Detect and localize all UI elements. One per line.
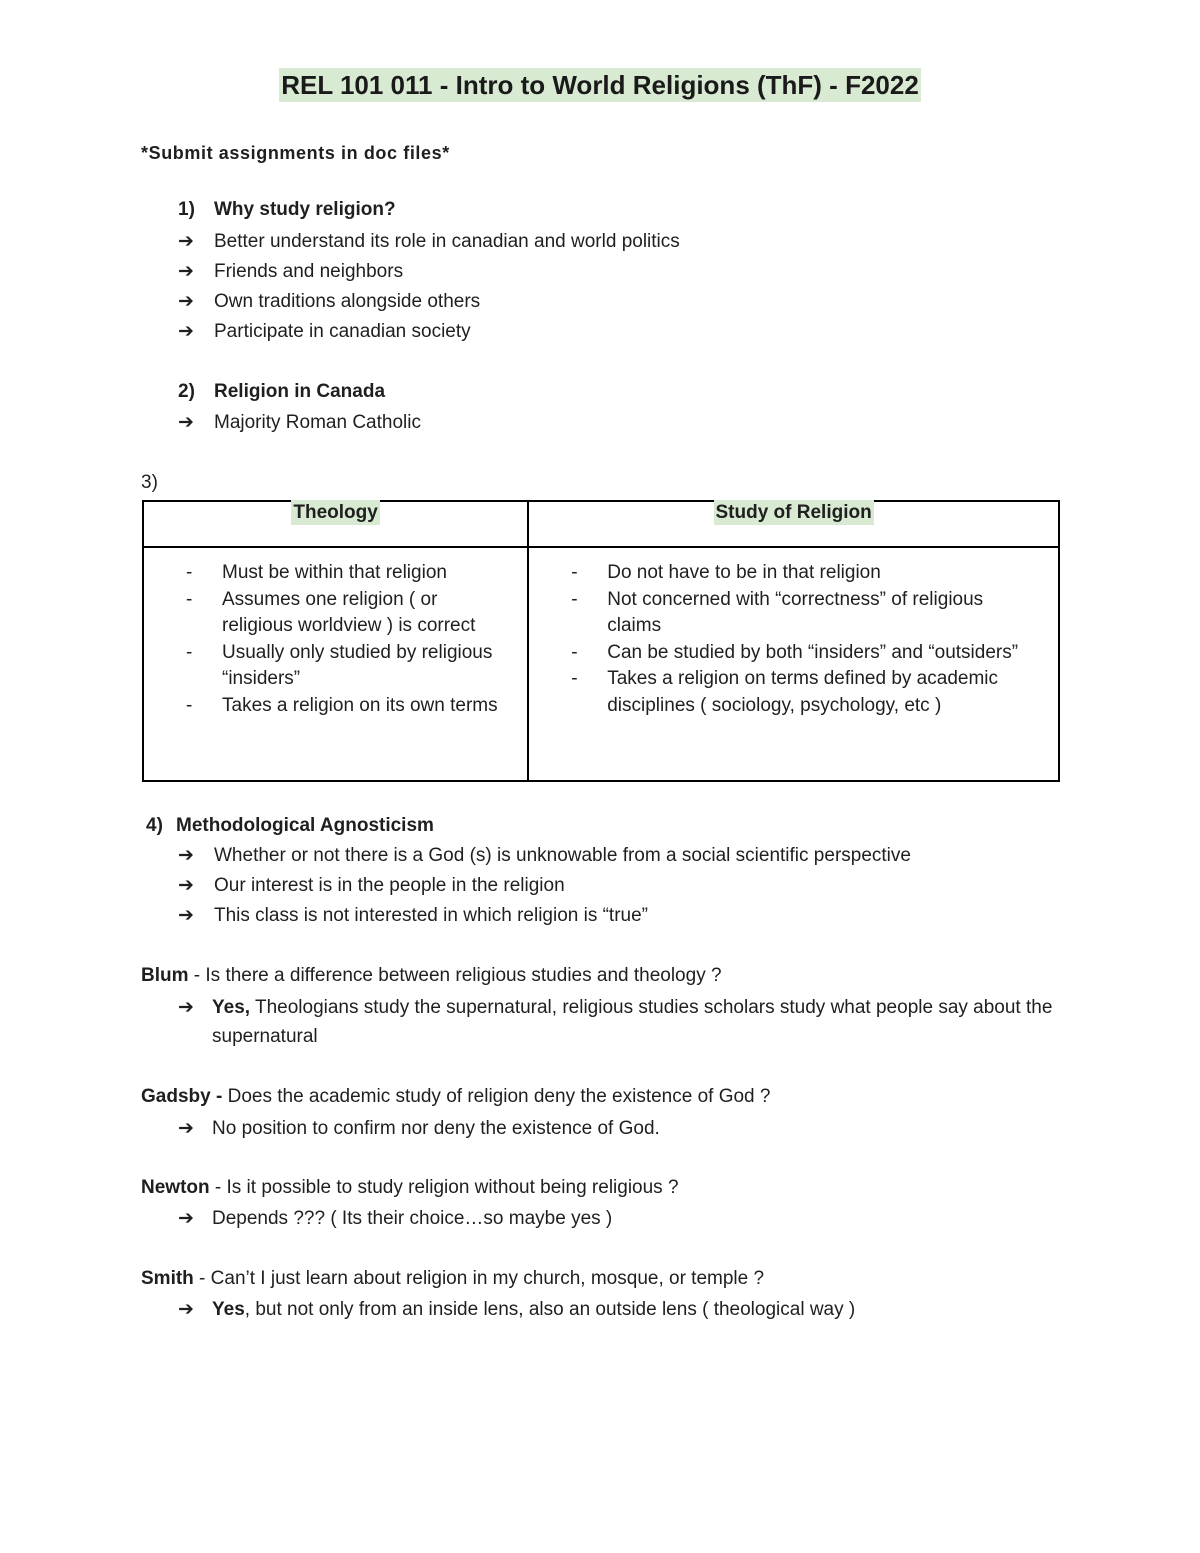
answer-text: Depends ??? ( Its their choice…so maybe yes ): [212, 1208, 613, 1229]
list-item-text: Own traditions alongside others: [214, 291, 481, 312]
table-header-theology: [143, 501, 528, 547]
list-item: - Assumes one religion ( or religious worldview ) is correct: [184, 587, 507, 640]
arrow-icon: ➔: [178, 291, 194, 312]
arrow-icon: ➔: [178, 997, 194, 1018]
question-text: - Can’t I just learn about religion in my church, mosque, or temple ?: [193, 1268, 765, 1289]
section-4-number: 4): [146, 815, 163, 836]
table-header-row: [143, 501, 1059, 547]
question-smith: [141, 1268, 764, 1290]
section-3-number: 3): [141, 472, 158, 493]
list-item-text: Majority Roman Catholic: [214, 412, 421, 433]
section-2-heading: [178, 381, 385, 403]
section-1-heading: [178, 199, 396, 221]
author-name: Newton: [141, 1177, 210, 1198]
answer-smith: [178, 1295, 1058, 1324]
answer-newton: [178, 1204, 1058, 1233]
list-item-text: Whether or not there is a God (s) is unknowable from a social scientific perspective: [214, 845, 911, 866]
list-item: [178, 257, 403, 287]
arrow-icon: ➔: [178, 875, 194, 896]
list-item: - Not concerned with “correctness” of religious claims: [569, 587, 1038, 640]
arrow-icon: ➔: [178, 321, 194, 342]
list-item: - Takes a religion on its own terms: [184, 693, 507, 720]
arrow-icon: ➔: [178, 231, 194, 252]
header-label: Theology: [293, 502, 378, 523]
answer-bold: Yes: [212, 1299, 245, 1320]
list-item: [178, 841, 911, 871]
list-item: [178, 287, 480, 317]
question-text: - Is there a difference between religious studies and theology ?: [188, 965, 722, 986]
study-cell: [528, 547, 1059, 781]
submission-note: *Submit assignments in doc files*: [141, 143, 450, 163]
author-name: Gadsby -: [141, 1086, 223, 1107]
list-item: [178, 408, 421, 438]
answer-text: No position to confirm nor deny the existence of God.: [212, 1118, 660, 1139]
list-item: [178, 227, 680, 257]
question-text: - Is it possible to study religion without being religious ?: [209, 1177, 679, 1198]
list-item: [178, 901, 648, 931]
study-list: [569, 560, 1038, 719]
question-blum: [141, 965, 722, 987]
list-item: - Usually only studied by religious “insiders”: [184, 640, 507, 693]
list-item: - Do not have to be in that religion: [569, 560, 1038, 587]
list-item: [178, 317, 471, 347]
table-row: [143, 547, 1059, 781]
answer-text: , but not only from an inside lens, also an outside lens ( theological way ): [244, 1299, 856, 1320]
arrow-icon: ➔: [178, 412, 194, 433]
arrow-icon: ➔: [178, 1118, 194, 1139]
list-item-text: This class is not interested in which religion is “true”: [214, 905, 649, 926]
header-label: Study of Religion: [715, 502, 872, 523]
section-2-number: 2): [178, 381, 195, 402]
list-item-text: Friends and neighbors: [214, 261, 404, 282]
answer-blum: [178, 993, 1058, 1051]
list-item: - Can be studied by both “insiders” and “outsiders”: [569, 640, 1038, 667]
list-item: [178, 871, 565, 901]
arrow-icon: ➔: [178, 1208, 194, 1229]
list-item-text: Better understand its role in canadian and world politics: [214, 231, 680, 252]
document-title-row: [0, 70, 1200, 101]
section-2-title: Religion in Canada: [214, 381, 386, 402]
author-name: Blum: [141, 965, 189, 986]
section-4-title: Methodological Agnosticism: [176, 815, 434, 836]
question-gadsby: [141, 1086, 770, 1108]
section-4-heading: [146, 815, 434, 837]
answer-text: Theologians study the supernatural, religious studies scholars study what people say about the supernatural: [212, 997, 1053, 1047]
answer-bold: Yes,: [212, 997, 251, 1018]
section-1-number: 1): [178, 199, 195, 220]
list-item-text: Our interest is in the people in the religion: [214, 875, 565, 896]
question-text: Does the academic study of religion deny the existence of God ?: [222, 1086, 771, 1107]
question-newton: [141, 1177, 679, 1199]
list-item: - Takes a religion on terms defined by academic disciplines ( sociology, psychology, etc ): [569, 666, 1038, 719]
document-title: REL 101 011 - Intro to World Religions (ThF) - F2022: [281, 70, 919, 100]
table-header-study-of-religion: [528, 501, 1059, 547]
arrow-icon: ➔: [178, 845, 194, 866]
list-item-text: Participate in canadian society: [214, 321, 471, 342]
arrow-icon: ➔: [178, 905, 194, 926]
theology-list: [184, 560, 507, 719]
author-name: Smith: [141, 1268, 194, 1289]
section-1-title: Why study religion?: [214, 199, 396, 220]
theology-cell: [143, 547, 528, 781]
arrow-icon: ➔: [178, 1299, 194, 1320]
arrow-icon: ➔: [178, 261, 194, 282]
answer-gadsby: [178, 1114, 1058, 1143]
comparison-table: [142, 500, 1060, 782]
list-item: - Must be within that religion: [184, 560, 507, 587]
